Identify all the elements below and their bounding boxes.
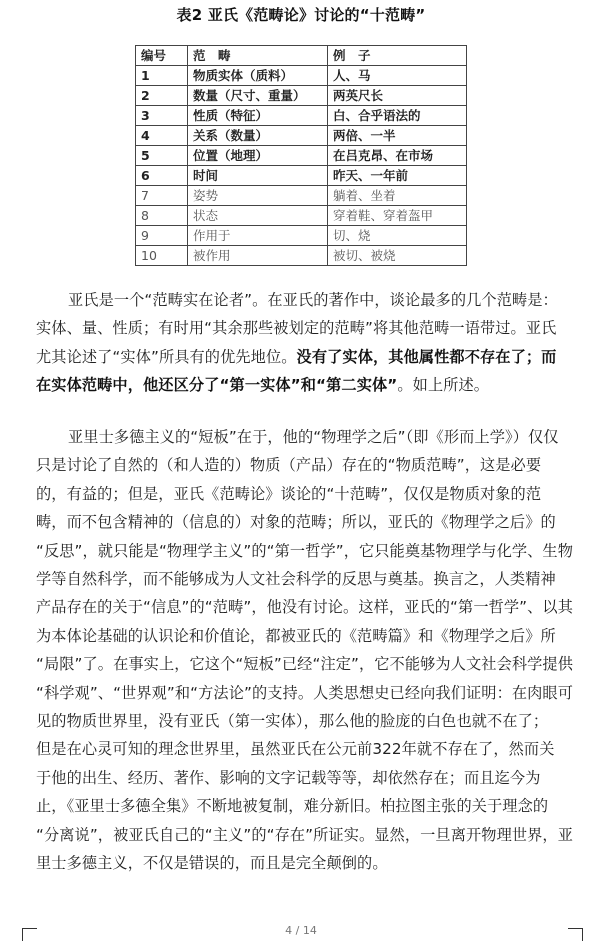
paragraph-line: 为本体论基础的认识论和价值论，都被亚氏的《范畴篇》和《物理学之后》所 bbox=[36, 626, 556, 645]
table-row bbox=[136, 246, 467, 266]
row-example: 躺着、坐着 bbox=[328, 186, 467, 206]
paragraph-line: 见的物质世界里，没有亚氏（第一实体），那么他的脸庞的白色也就不在了； bbox=[36, 712, 549, 731]
table-row bbox=[136, 146, 467, 166]
paragraph-realism bbox=[36, 286, 588, 400]
row-example: 在吕克昂、在市场 bbox=[328, 146, 467, 166]
row-category: 性质（特征） bbox=[188, 106, 328, 126]
paragraph-line: 里士多德主义，不仅是错误的，而且是完全颠倒的。 bbox=[36, 854, 388, 873]
row-example: 人、马 bbox=[328, 66, 467, 86]
row-category: 数量（尺寸、重量） bbox=[188, 86, 328, 106]
table-row bbox=[136, 206, 467, 226]
row-example: 昨天、一年前 bbox=[328, 166, 467, 186]
row-number: 9 bbox=[136, 226, 188, 246]
row-example: 穿着鞋、穿着盔甲 bbox=[328, 206, 467, 226]
row-number: 4 bbox=[136, 126, 188, 146]
paragraph-line: “反思”，就只能是“物理学主义”的“第一哲学”，它只能奠基物理学与化学、生物 bbox=[36, 541, 574, 560]
row-example: 白、合乎语法的 bbox=[328, 106, 467, 126]
paragraph-line: 只是讨论了自然的（和人造的）物质（产品）存在的“物质范畴”，这是必要 bbox=[36, 456, 542, 475]
text-run: 。如上所述。 bbox=[397, 376, 490, 395]
row-category: 时间 bbox=[188, 166, 328, 186]
row-number: 2 bbox=[136, 86, 188, 106]
row-number: 5 bbox=[136, 146, 188, 166]
row-category: 位置（地理） bbox=[188, 146, 328, 166]
row-number: 8 bbox=[136, 206, 188, 226]
categories-table bbox=[135, 45, 467, 266]
table-header-row bbox=[136, 46, 467, 66]
row-number: 3 bbox=[136, 106, 188, 126]
paragraph-line: “分离说”，被亚氏自己的“主义”的“存在”所证实。显然，一旦离开物理世界，亚 bbox=[36, 825, 574, 844]
bold-text-run: 没有了实体，其他属性都不存在了；而 bbox=[296, 347, 557, 366]
paragraph-line: 产品存在的关于“信息”的“范畴”，他没有讨论。这样，亚氏的“第一哲学”、以其 bbox=[36, 598, 574, 617]
table-title: 表2 亚氏《范畴论》讨论的“十范畴” bbox=[176, 6, 426, 24]
page-indicator: 4 / 14 bbox=[285, 924, 317, 937]
table-row bbox=[136, 186, 467, 206]
row-example: 切、烧 bbox=[328, 226, 467, 246]
paragraph-line: 学等自然科学，而不能够成为人文社会科学的反思与奠基。换言之，人类精神 bbox=[36, 570, 556, 589]
header-number: 编号 bbox=[136, 46, 188, 66]
paragraph-line: “局限”了。在事实上，它这个“短板”已经“注定”，它不能够为人文社会科学提供 bbox=[36, 655, 574, 674]
header-category: 范 畴 bbox=[188, 46, 328, 66]
table-row bbox=[136, 126, 467, 146]
paragraph-line: 亚里士多德主义的“短板”在于，他的“物理学之后”（即《形而上学》）仅仅 bbox=[68, 428, 559, 446]
paragraph-line: 止，《亚里士多德全集》不断地被复制，难分新旧。柏拉图主张的关于理念的 bbox=[36, 797, 549, 816]
paragraph-line: 实体、量、性质；有时用“其余那些被划定的范畴”将其他范畴一语带过。亚氏 bbox=[36, 319, 557, 338]
bold-text-run: 在实体范畴中，他还区分了“第一实体”和“第二实体” bbox=[36, 376, 398, 395]
header-example: 例 子 bbox=[328, 46, 467, 66]
crop-mark-right bbox=[568, 928, 583, 941]
table-row bbox=[136, 66, 467, 86]
paragraph-line: “科学观”、“世界观”和“方法论”的支持。人类思想史已经向我们证明：在肉眼可 bbox=[36, 683, 574, 702]
table-row bbox=[136, 86, 467, 106]
paragraph-line: 的，有益的；但是，亚氏《范畴论》谈论的“十范畴”，仅仅是物质对象的范 bbox=[36, 484, 542, 503]
row-example: 两倍、一半 bbox=[328, 126, 467, 146]
table-row bbox=[136, 226, 467, 246]
row-example: 两英尺长 bbox=[328, 86, 467, 106]
row-number: 7 bbox=[136, 186, 188, 206]
row-category: 作用于 bbox=[188, 226, 328, 246]
row-number: 10 bbox=[136, 246, 188, 266]
row-category: 物质实体（质料） bbox=[188, 66, 328, 86]
row-category: 关系（数量） bbox=[188, 126, 328, 146]
paragraph-line: 畴，而不包含精神的（信息的）对象的范畴；所以，亚氏的《物理学之后》的 bbox=[36, 513, 556, 532]
row-category: 姿势 bbox=[188, 186, 328, 206]
row-number: 6 bbox=[136, 166, 188, 186]
paragraph-line bbox=[36, 371, 588, 399]
table-row bbox=[136, 166, 467, 186]
row-category: 状态 bbox=[188, 206, 328, 226]
row-example: 被切、被烧 bbox=[328, 246, 467, 266]
paragraph-line: 但是在心灵可知的理念世界里，虽然亚氏在公元前322年就不存在了，然而关 bbox=[36, 740, 555, 759]
paragraph-line: 于他的出生、经历、著作、影响的文字记载等等，却依然存在；而且迄今为 bbox=[36, 768, 541, 787]
row-number: 1 bbox=[136, 66, 188, 86]
row-category: 被作用 bbox=[188, 246, 328, 266]
paragraph-shortboard bbox=[36, 423, 588, 878]
table-row bbox=[136, 106, 467, 126]
paragraph-line: 亚氏是一个“范畴实在论者”。在亚氏的著作中，谈论最多的几个范畴是： bbox=[68, 291, 558, 309]
paragraph-line bbox=[36, 343, 588, 371]
text-run: 尤其论述了“实体”所具有的优先地位。 bbox=[36, 347, 297, 366]
